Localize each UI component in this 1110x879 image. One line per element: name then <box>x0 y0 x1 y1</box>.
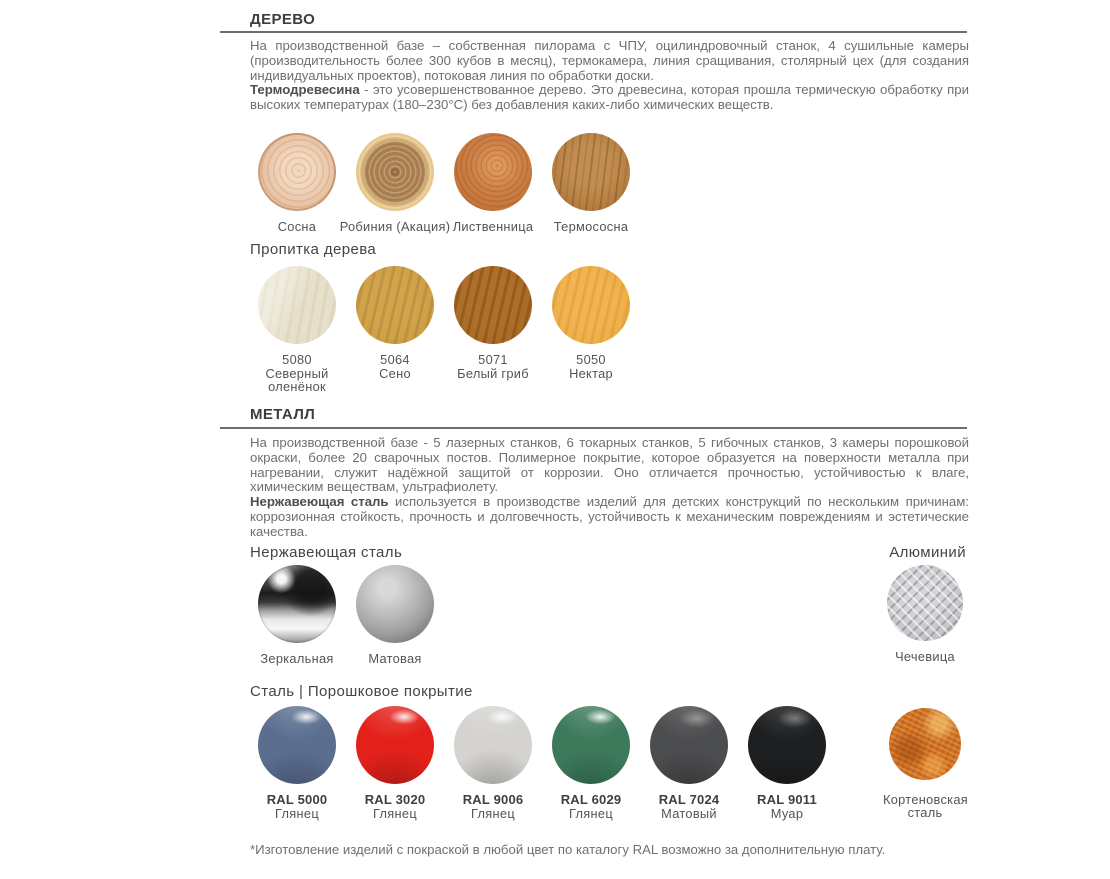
ral-9006-finish: Глянец <box>471 806 515 821</box>
wood-species-item <box>542 133 640 233</box>
ral-6029-code: RAL 6029 <box>560 792 622 807</box>
thermo-pine-label: Термососна <box>553 219 629 234</box>
ral-item <box>444 706 542 821</box>
ral-9011-code: RAL 9011 <box>757 792 817 807</box>
wood-species-item <box>339 133 451 234</box>
pine-label: Сосна <box>277 219 317 234</box>
stain-5050-code: 5050 <box>576 352 606 367</box>
thermo-pine-swatch <box>552 133 630 211</box>
ral-3020-finish: Глянец <box>373 806 417 821</box>
ral-3020-code: RAL 3020 <box>364 792 426 807</box>
ral-9011-swatch <box>748 706 826 784</box>
wood-thermo-paragraph <box>250 83 969 113</box>
ral-item <box>248 706 346 821</box>
ral-item <box>640 706 738 821</box>
stainless-steel-term: Нержавеющая сталь <box>250 494 389 510</box>
stainless-item <box>248 565 346 665</box>
wood-section-divider <box>220 31 967 33</box>
larch-swatch <box>454 133 532 211</box>
corten-item <box>883 706 967 821</box>
mirror-steel-swatch <box>258 565 336 643</box>
metal-description <box>250 436 969 540</box>
stainless-title: Нержавеющая сталь <box>250 544 403 561</box>
larch-label: Лиственница <box>452 219 534 234</box>
ral-item <box>542 706 640 821</box>
ral-7024-code: RAL 7024 <box>658 792 720 807</box>
ral-5000-code: RAL 5000 <box>266 792 328 807</box>
ral-9006-swatch <box>454 706 532 784</box>
wood-species-item <box>248 133 346 233</box>
stain-5080-name: Северный оленёнок <box>265 366 329 394</box>
ral-3020-swatch <box>356 706 434 784</box>
stainless-item <box>346 565 444 665</box>
stain-5071-name: Белый гриб <box>457 366 529 381</box>
wood-intro-paragraph: На производственной базе – собственная пилорама с ЧПУ, оцилиндровочный станок, 4 сушильные камеры (производительность более 300 кубов в месяц), термокамера, линия сращивания, столярный цех (для создания индивидуальных проектов), потоковая линия по обработки доски. <box>250 38 969 83</box>
metal-section-title: МЕТАЛЛ <box>250 406 316 423</box>
wood-description <box>250 39 969 113</box>
ral-item <box>738 706 836 821</box>
mirror-steel-label: Зеркальная <box>260 651 334 666</box>
stain-5071-code: 5071 <box>478 352 508 367</box>
stain-5080-swatch <box>258 266 336 344</box>
stain-5064-code: 5064 <box>380 352 410 367</box>
robinia-swatch <box>356 133 434 211</box>
stain-5050-name: Нектар <box>569 366 613 381</box>
ral-9011-finish: Муар <box>770 806 804 821</box>
ral-item <box>346 706 444 821</box>
ral-6029-swatch <box>552 706 630 784</box>
pine-swatch <box>258 133 336 211</box>
aluminum-item <box>883 565 967 665</box>
stainless-aluminum-row <box>248 565 967 665</box>
impregnation-item <box>248 266 346 393</box>
wood-section-title: ДЕРЕВО <box>250 11 316 28</box>
ral-9006-code: RAL 9006 <box>462 792 524 807</box>
wood-species-item <box>444 133 542 233</box>
stainless-aluminum-headings <box>250 544 966 561</box>
matte-steel-swatch <box>356 565 434 643</box>
impregnation-item <box>542 266 640 393</box>
ral-6029-finish: Глянец <box>569 806 613 821</box>
corten-steel-label: Кортеновская сталь <box>883 792 969 820</box>
impregnation-item <box>444 266 542 393</box>
stain-5080-code: 5080 <box>282 352 312 367</box>
thermo-wood-definition: - это усовершенствованное дерево. Это древесина, которая прошла термическую обработку при высоких температурах (180–230°С) без добавления каких-либо химических веществ. <box>250 82 969 113</box>
impregnation-item <box>346 266 444 393</box>
ral-footnote: *Изготовление изделий с покраской в любой цвет по каталогу RAL возможно за дополнительную плату. <box>250 842 886 857</box>
stainless-paragraph <box>250 495 969 539</box>
powder-coating-title: Сталь | Порошковое покрытие <box>250 683 473 700</box>
diamond-plate-swatch <box>887 565 963 641</box>
aluminum-title: Алюминий <box>889 544 966 561</box>
stain-5050-swatch <box>552 266 630 344</box>
stain-5071-swatch <box>454 266 532 344</box>
impregnation-title: Пропитка дерева <box>250 241 377 258</box>
impregnation-row <box>248 266 967 393</box>
diamond-plate-label: Чечевица <box>895 649 955 664</box>
metal-section-divider <box>220 427 967 429</box>
ral-5000-finish: Глянец <box>275 806 319 821</box>
powder-coating-row <box>248 706 967 821</box>
matte-steel-label: Матовая <box>368 651 422 666</box>
stain-5064-name: Сено <box>379 366 411 381</box>
metal-intro-paragraph: На производственной базе - 5 лазерных станков, 6 токарных станков, 5 гибочных станков, 3 камеры порошковой окраски, более 20 сварочных постов. Полимерное покрытие, которое образуется на поверхности металла при нагревании, служит надёжной защитой от коррозии. Оно отличается прочностью, устойчивостью к влаге, химическим веществам, ультрафиолету. <box>250 435 969 495</box>
ral-5000-swatch <box>258 706 336 784</box>
robinia-label: Робиния (Акация) <box>339 219 451 234</box>
stainless-steel-definition: используется в производстве изделий для детских конструкций по нескольким причинам: коррозионная стойкость, прочность и долговечность, устойчивость к механическим повреждениям и эстетические качества. <box>250 494 969 539</box>
thermo-wood-term: Термодревесина <box>250 82 360 98</box>
corten-steel-swatch <box>889 708 961 780</box>
ral-7024-finish: Матовый <box>661 806 717 821</box>
stain-5064-swatch <box>356 266 434 344</box>
wood-species-row <box>248 133 967 233</box>
ral-7024-swatch <box>650 706 728 784</box>
